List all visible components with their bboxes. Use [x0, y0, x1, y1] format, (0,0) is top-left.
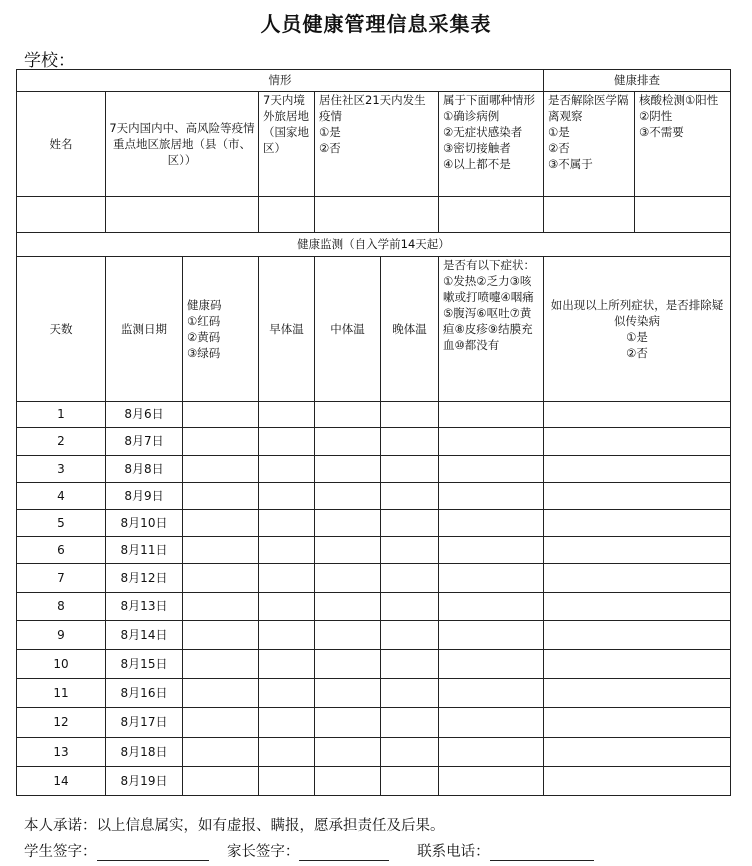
- exclude-disease-cell[interactable]: [544, 679, 731, 708]
- monitor-date: 8月7日: [106, 428, 183, 456]
- morning-temp-header: 早体温: [259, 257, 315, 402]
- domestic-risk-header: 7天内国内中、高风险等疫情重点地区旅居地（县（市、区））: [106, 92, 259, 197]
- exclude-disease-cell[interactable]: [544, 456, 731, 483]
- table-row: [17, 679, 731, 708]
- health-code-cell[interactable]: [183, 564, 259, 593]
- morning-temp-cell[interactable]: [259, 767, 315, 796]
- noon-temp-cell[interactable]: [315, 564, 381, 593]
- name-header: 姓名: [17, 92, 106, 197]
- student-signature-label: 学生签字：: [24, 844, 97, 860]
- day-number: 1: [17, 402, 106, 428]
- table-row: [17, 593, 731, 621]
- health-code-cell[interactable]: [183, 593, 259, 621]
- day-number: 12: [17, 708, 106, 738]
- evening-temp-cell[interactable]: [381, 510, 439, 537]
- health-code-cell[interactable]: [183, 679, 259, 708]
- noon-temp-cell[interactable]: [315, 593, 381, 621]
- noon-temp-cell[interactable]: [315, 708, 381, 738]
- monitor-date: 8月19日: [106, 767, 183, 796]
- symptoms-cell[interactable]: [439, 679, 544, 708]
- evening-temp-cell[interactable]: [381, 564, 439, 593]
- health-code-cell[interactable]: [183, 767, 259, 796]
- exclude-disease-cell[interactable]: [544, 537, 731, 564]
- day-number: 9: [17, 621, 106, 650]
- noon-temp-cell[interactable]: [315, 537, 381, 564]
- morning-temp-cell[interactable]: [259, 510, 315, 537]
- exclude-disease-cell[interactable]: [544, 738, 731, 767]
- noon-temp-cell[interactable]: [315, 650, 381, 679]
- quarantine-input-cell[interactable]: [544, 197, 635, 233]
- monitor-date: 8月18日: [106, 738, 183, 767]
- evening-temp-cell[interactable]: [381, 537, 439, 564]
- health-info-table: [16, 69, 731, 796]
- noon-temp-cell[interactable]: [315, 621, 381, 650]
- monitor-date: 8月16日: [106, 679, 183, 708]
- evening-temp-cell[interactable]: [381, 402, 439, 428]
- table-row: [17, 483, 731, 510]
- health-code-cell[interactable]: [183, 708, 259, 738]
- health-check-header: 健康排查: [544, 70, 731, 92]
- morning-temp-cell[interactable]: [259, 483, 315, 510]
- community-header: 居住社区21天内发生疫情 ①是 ②否: [315, 92, 439, 197]
- commitment-statement: 本人承诺：以上信息属实，如有虚报、瞒报，愿承担责任及后果。: [24, 818, 445, 834]
- symptoms-cell[interactable]: [439, 428, 544, 456]
- parent-signature-field[interactable]: [299, 845, 389, 861]
- day-number: 7: [17, 564, 106, 593]
- health-code-cell[interactable]: [183, 650, 259, 679]
- form-title: 人员健康管理信息采集表: [260, 12, 492, 36]
- quarantine-header: 是否解除医学隔离观察 ①是 ②否 ③不属于: [544, 92, 635, 197]
- health-code-cell[interactable]: [183, 402, 259, 428]
- symptoms-cell[interactable]: [439, 708, 544, 738]
- table-row: [17, 537, 731, 564]
- exclude-disease-cell[interactable]: [544, 708, 731, 738]
- monitor-title: 健康监测（自入学前14天起）: [17, 233, 731, 257]
- situation-type-header: 属于下面哪种情形 ①确诊病例 ②无症状感染者 ③密切接触者 ④以上都不是: [439, 92, 544, 197]
- health-code-cell[interactable]: [183, 537, 259, 564]
- health-code-header: 健康码 ①红码 ②黄码 ③绿码: [183, 257, 259, 402]
- noon-temp-cell[interactable]: [315, 402, 381, 428]
- student-signature-field[interactable]: [97, 845, 209, 861]
- morning-temp-cell[interactable]: [259, 708, 315, 738]
- morning-temp-cell[interactable]: [259, 402, 315, 428]
- health-code-cell[interactable]: [183, 510, 259, 537]
- phone-field[interactable]: [490, 845, 594, 861]
- community-input-cell[interactable]: [315, 197, 439, 233]
- day-number: 14: [17, 767, 106, 796]
- monitor-date: 8月10日: [106, 510, 183, 537]
- monitor-date: 8月6日: [106, 402, 183, 428]
- health-code-cell[interactable]: [183, 738, 259, 767]
- exclude-disease-cell[interactable]: [544, 621, 731, 650]
- morning-temp-cell[interactable]: [259, 738, 315, 767]
- symptoms-cell[interactable]: [439, 593, 544, 621]
- morning-temp-cell[interactable]: [259, 564, 315, 593]
- overseas-header: 7天内境外旅居地（国家地区）: [259, 92, 315, 197]
- morning-temp-cell[interactable]: [259, 650, 315, 679]
- table-row: [17, 767, 731, 796]
- day-number: 4: [17, 483, 106, 510]
- day-number: 13: [17, 738, 106, 767]
- evening-temp-header: 晚体温: [381, 257, 439, 402]
- morning-temp-cell[interactable]: [259, 537, 315, 564]
- situation-header: 情形: [17, 70, 544, 92]
- morning-temp-cell[interactable]: [259, 428, 315, 456]
- morning-temp-cell[interactable]: [259, 456, 315, 483]
- table-row: [17, 650, 731, 679]
- evening-temp-cell[interactable]: [381, 767, 439, 796]
- exclude-disease-cell[interactable]: [544, 402, 731, 428]
- monitor-date: 8月8日: [106, 456, 183, 483]
- monitor-date: 8月13日: [106, 593, 183, 621]
- day-header: 天数: [17, 257, 106, 402]
- evening-temp-cell[interactable]: [381, 483, 439, 510]
- table-row: [17, 621, 731, 650]
- health-code-cell[interactable]: [183, 483, 259, 510]
- monitor-date: 8月9日: [106, 483, 183, 510]
- table-row: [17, 456, 731, 483]
- exclude-disease-header: 如出现以上所列症状，是否排除疑似传染病 ①是 ②否: [544, 257, 731, 402]
- day-number: 2: [17, 428, 106, 456]
- evening-temp-cell[interactable]: [381, 428, 439, 456]
- name-input-cell[interactable]: [17, 197, 106, 233]
- overseas-input-cell[interactable]: [259, 197, 315, 233]
- evening-temp-cell[interactable]: [381, 738, 439, 767]
- monitor-date: 8月15日: [106, 650, 183, 679]
- symptoms-cell[interactable]: [439, 738, 544, 767]
- morning-temp-cell[interactable]: [259, 621, 315, 650]
- symptoms-cell[interactable]: [439, 621, 544, 650]
- evening-temp-cell[interactable]: [381, 456, 439, 483]
- symptoms-cell[interactable]: [439, 483, 544, 510]
- noon-temp-cell[interactable]: [315, 483, 381, 510]
- symptoms-header: 是否有以下症状：①发热②乏力③咳嗽或打喷嚏④咽痛⑤腹泻⑥呕吐⑦黄疸⑧皮疹⑨结膜充血⑩都没有: [439, 257, 544, 402]
- noon-temp-header: 中体温: [315, 257, 381, 402]
- noon-temp-cell[interactable]: [315, 456, 381, 483]
- signature-line: [24, 840, 594, 861]
- nucleic-test-header: 核酸检测①阳性 ②阴性 ③不需要: [635, 92, 731, 197]
- table-row: [17, 510, 731, 537]
- evening-temp-cell[interactable]: [381, 593, 439, 621]
- symptoms-cell[interactable]: [439, 650, 544, 679]
- monitor-date: 8月11日: [106, 537, 183, 564]
- day-number: 5: [17, 510, 106, 537]
- table-row: [17, 738, 731, 767]
- exclude-disease-cell[interactable]: [544, 510, 731, 537]
- day-number: 6: [17, 537, 106, 564]
- symptoms-cell[interactable]: [439, 564, 544, 593]
- date-header: 监测日期: [106, 257, 183, 402]
- nucleic-input-cell[interactable]: [635, 197, 731, 233]
- situation-type-input-cell[interactable]: [439, 197, 544, 233]
- symptoms-cell[interactable]: [439, 402, 544, 428]
- noon-temp-cell[interactable]: [315, 510, 381, 537]
- exclude-disease-cell[interactable]: [544, 593, 731, 621]
- school-label: 学校：: [24, 51, 75, 71]
- exclude-disease-cell[interactable]: [544, 650, 731, 679]
- evening-temp-cell[interactable]: [381, 650, 439, 679]
- monitor-date: 8月14日: [106, 621, 183, 650]
- exclude-disease-cell[interactable]: [544, 564, 731, 593]
- noon-temp-cell[interactable]: [315, 738, 381, 767]
- domestic-risk-input-cell[interactable]: [106, 197, 259, 233]
- table-row: [17, 708, 731, 738]
- table-row: [17, 564, 731, 593]
- day-number: 10: [17, 650, 106, 679]
- day-number: 8: [17, 593, 106, 621]
- table-row: [17, 402, 731, 428]
- symptoms-cell[interactable]: [439, 767, 544, 796]
- health-code-cell[interactable]: [183, 456, 259, 483]
- morning-temp-cell[interactable]: [259, 593, 315, 621]
- exclude-disease-cell[interactable]: [544, 483, 731, 510]
- day-number: 11: [17, 679, 106, 708]
- evening-temp-cell[interactable]: [381, 708, 439, 738]
- monitor-date: 8月17日: [106, 708, 183, 738]
- evening-temp-cell[interactable]: [381, 621, 439, 650]
- symptoms-cell[interactable]: [439, 510, 544, 537]
- morning-temp-cell[interactable]: [259, 679, 315, 708]
- evening-temp-cell[interactable]: [381, 679, 439, 708]
- day-number: 3: [17, 456, 106, 483]
- noon-temp-cell[interactable]: [315, 428, 381, 456]
- phone-label: 联系电话：: [417, 844, 490, 860]
- table-row: [17, 428, 731, 456]
- parent-signature-label: 家长签字：: [226, 844, 300, 860]
- symptoms-cell[interactable]: [439, 456, 544, 483]
- symptoms-cell[interactable]: [439, 537, 544, 564]
- health-code-cell[interactable]: [183, 428, 259, 456]
- noon-temp-cell[interactable]: [315, 767, 381, 796]
- exclude-disease-cell[interactable]: [544, 767, 731, 796]
- noon-temp-cell[interactable]: [315, 679, 381, 708]
- monitor-date: 8月12日: [106, 564, 183, 593]
- health-code-cell[interactable]: [183, 621, 259, 650]
- exclude-disease-cell[interactable]: [544, 428, 731, 456]
